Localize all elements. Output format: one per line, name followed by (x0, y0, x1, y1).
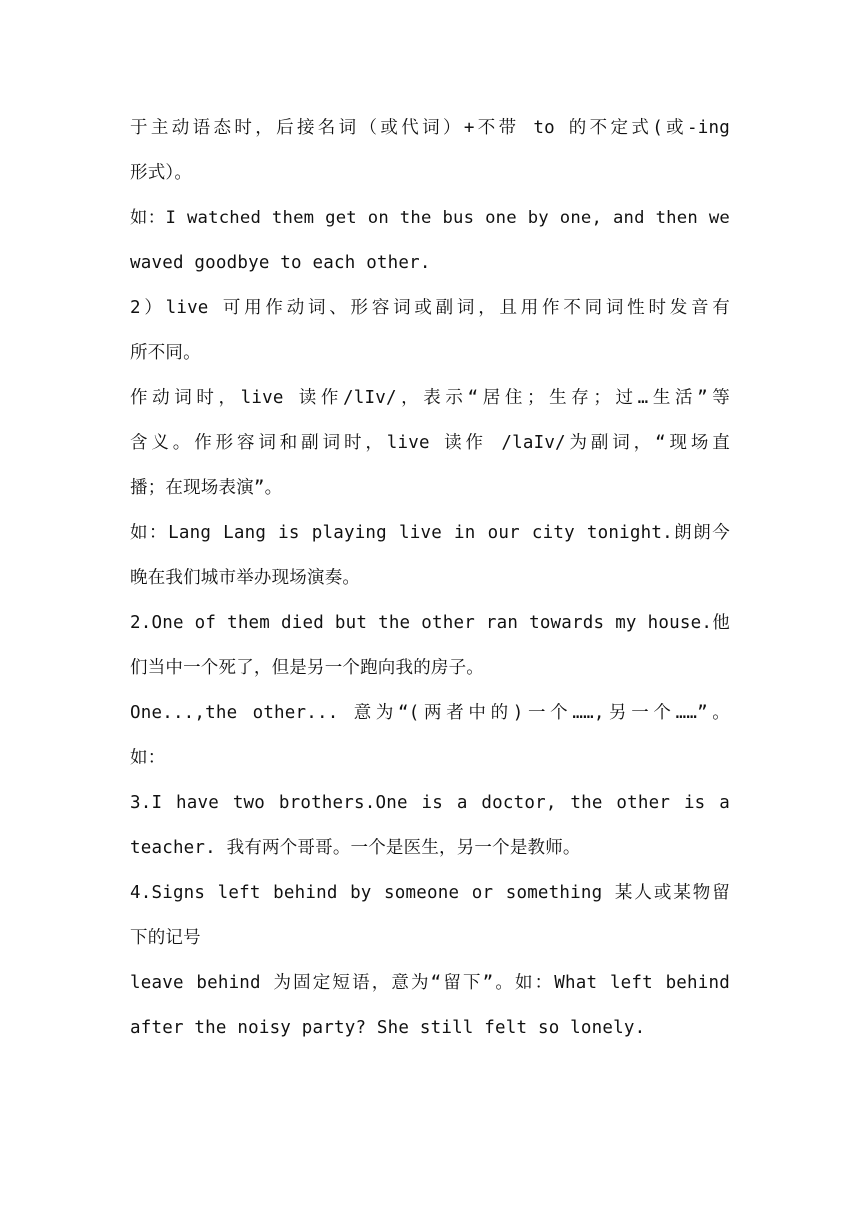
text-line-7: 作动词时，live 读作/lIv/，表示“居住；生存；过…生活”等 (130, 388, 730, 408)
text-line-18: 4.Signs left behind by someone or something 某人或某物留 (130, 883, 730, 903)
text-line-14: One...,the other... 意为“(两者中的)一个……,另一个……”。 (130, 703, 730, 723)
text-line-1: 于主动语态时，后接名词（或代词）+不带 to 的不定式(或-ing (130, 118, 730, 138)
text-line-16: 3.I have two brothers.One is a doctor, the other is a (130, 793, 730, 813)
text-line-5: 2）live 可用作动词、形容词或副词，且用作不同词性时发音有 (130, 298, 730, 318)
text-line-6: 所不同。 (130, 343, 201, 363)
text-line-8: 含义。作形容词和副词时，live 读作 /laIv/为副词，“现场直 (130, 433, 730, 453)
text-line-11: 晚在我们城市举办现场演奏。 (130, 568, 361, 588)
text-line-10: 如：Lang Lang is playing live in our city tonight.朗朗今 (130, 523, 730, 543)
text-line-3: 如：I watched them get on the bus one by one, and then we (130, 208, 730, 228)
text-line-15: 如： (130, 748, 166, 768)
text-line-13: 们当中一个死了，但是另一个跑向我的房子。 (130, 658, 484, 678)
text-line-12: 2.One of them died but the other ran towards my house.他 (130, 613, 730, 633)
text-line-21: after the noisy party? She still felt so lonely. (130, 1018, 646, 1038)
text-line-19: 下的记号 (130, 928, 201, 948)
text-line-2: 形式）。 (130, 163, 193, 183)
text-line-9: 播；在现场表演”。 (130, 478, 283, 498)
text-line-4: waved goodbye to each other. (130, 253, 431, 273)
text-line-20: leave behind 为固定短语，意为“留下”。如：What left behind (130, 973, 730, 993)
text-line-17: teacher. 我有两个哥哥。一个是医生，另一个是教师。 (130, 838, 581, 858)
